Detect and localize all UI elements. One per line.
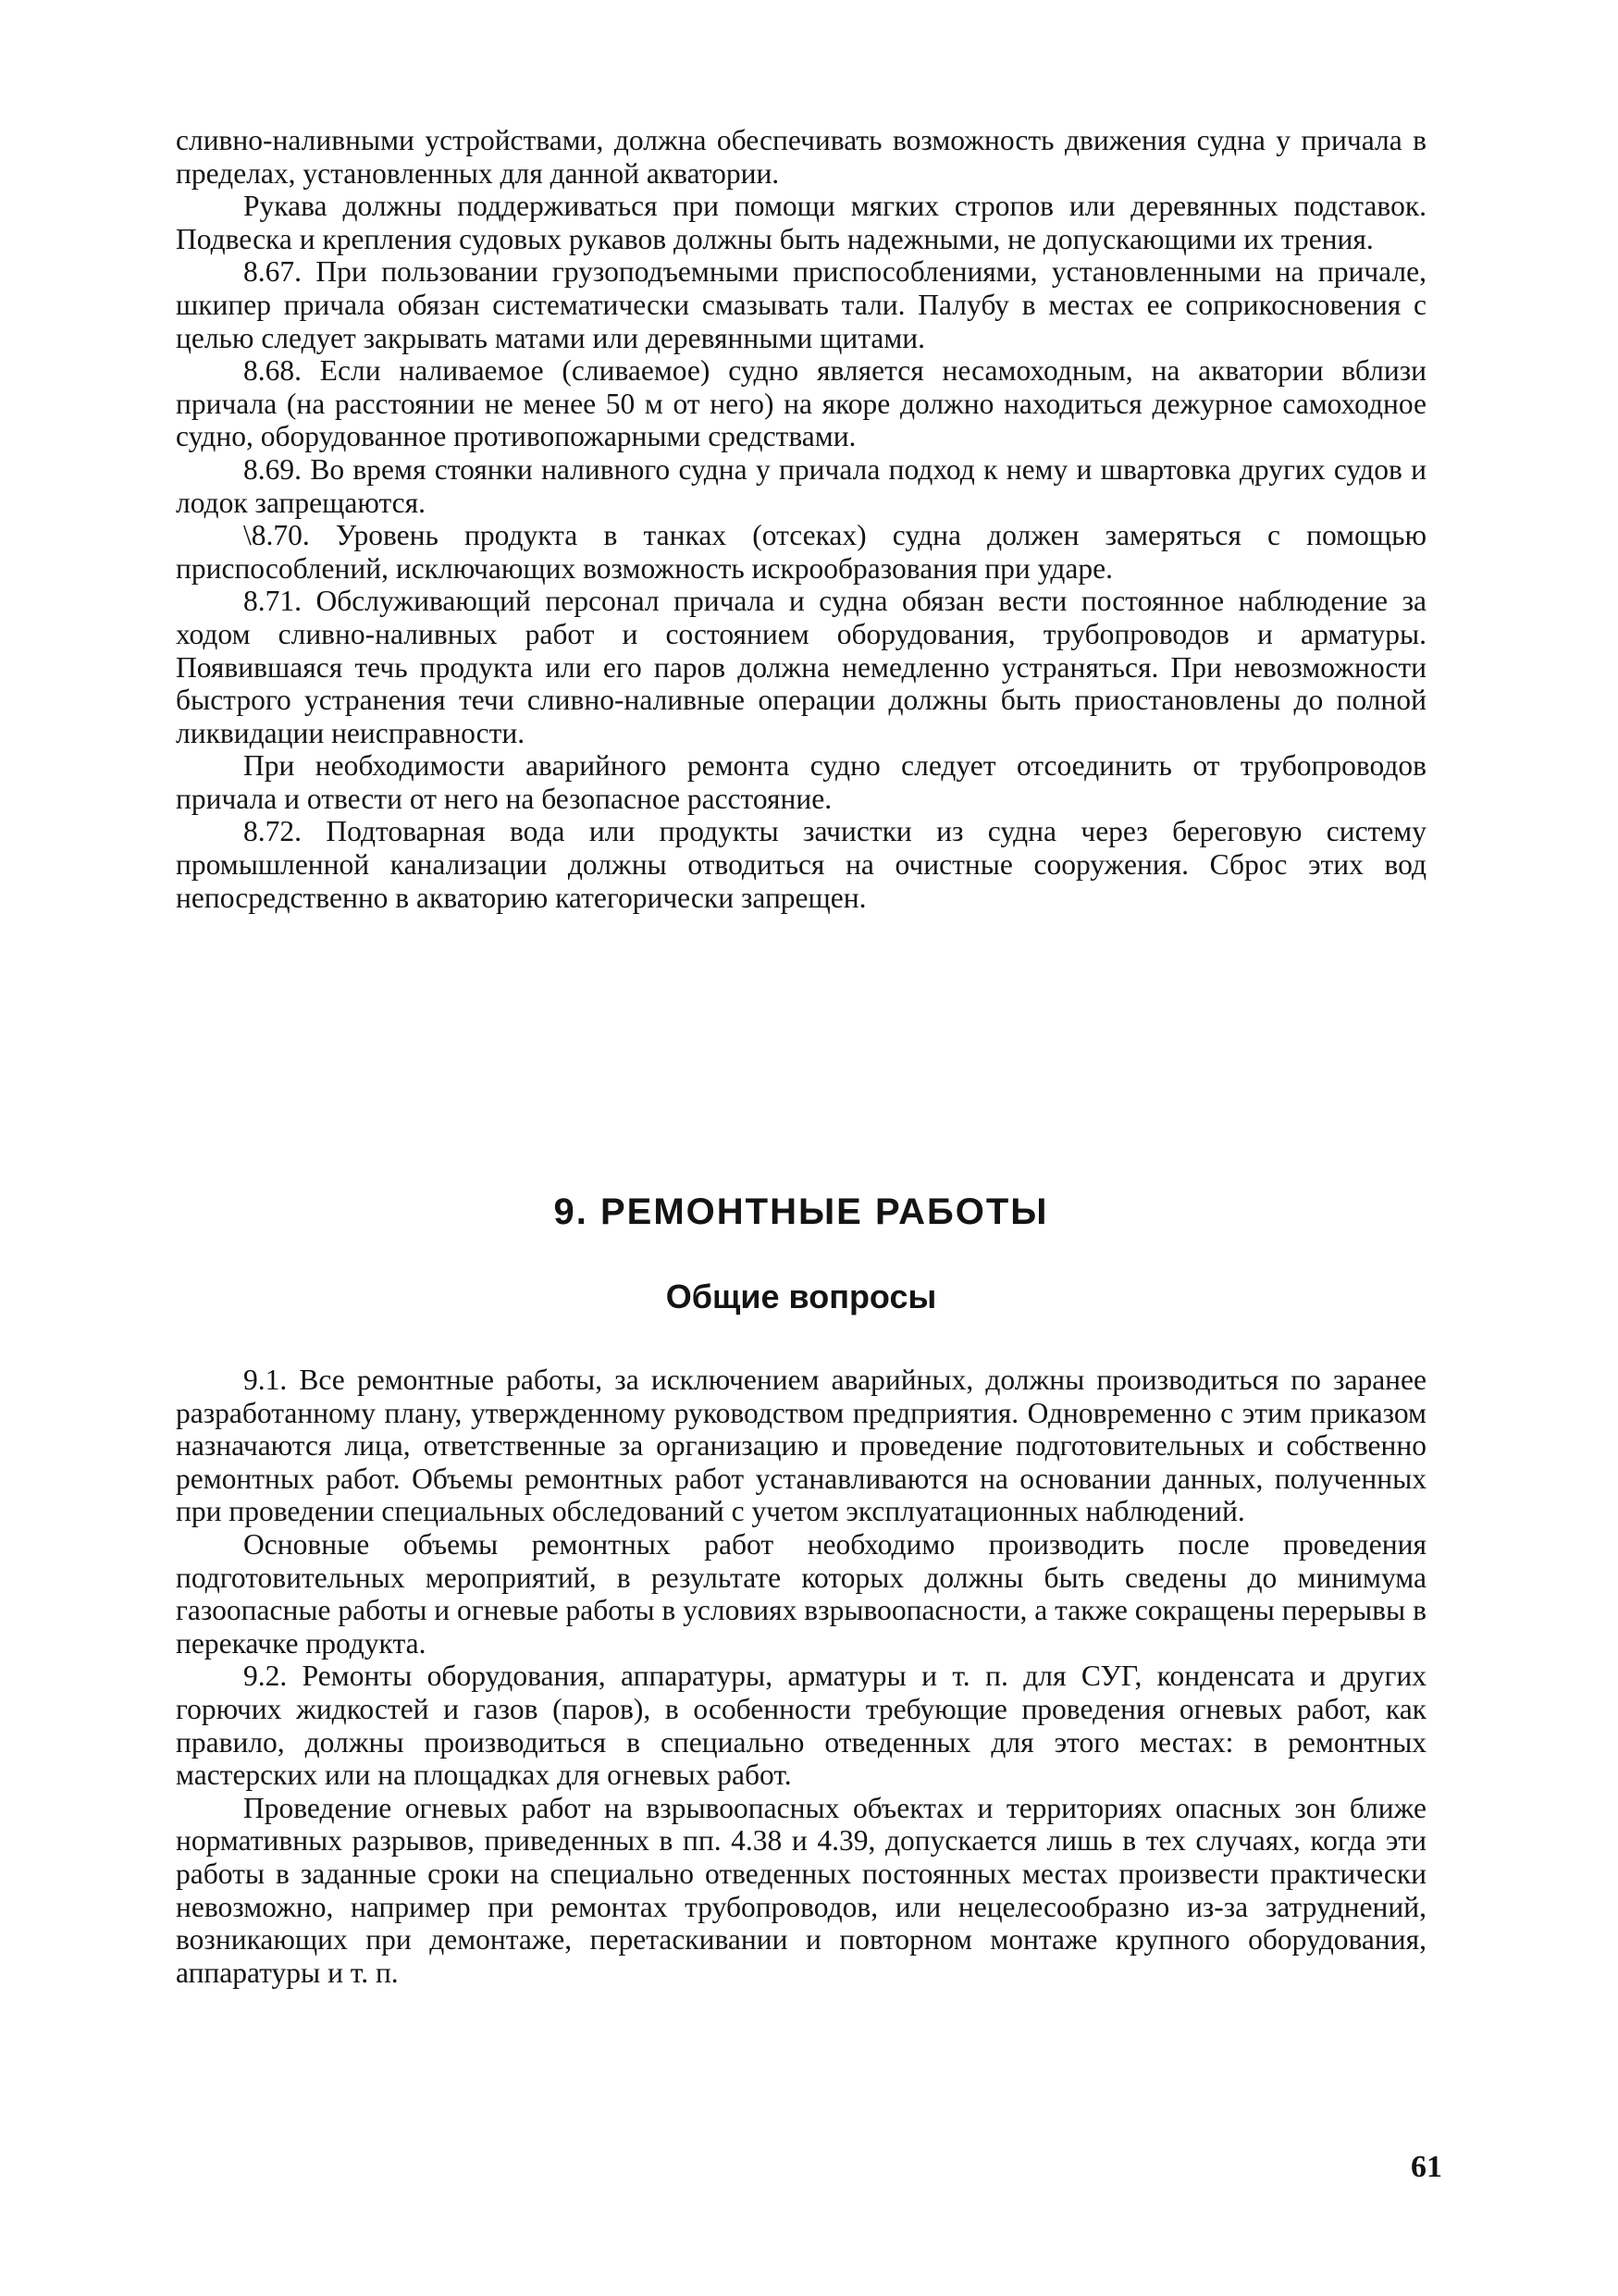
paragraph-8-72: 8.72. Подтоварная вода или продукты зачистки из судна через береговую систему промышленной канализации должны отводиться на очистные сооружения. Сброс этих вод непосредственно в акваторию категорически запрещен. xyxy=(176,815,1427,914)
page-number: 61 xyxy=(1411,2150,1442,2184)
paragraph: Проведение огневых работ на взрывоопасных объектах и территориях опасных зон ближе нормативных разрывов, приведенных в пп. 4.38 и 4.39, допускается лишь в тех случаях, когда эти работы в заданные сроки на специально отведенных постоянных местах произвести практически невозможно, например при ремонтах трубопроводов, или нецелесообразно из-за затруднений, возникающих при демонтаже, перетаскивании и повторном монтаже крупного оборудования, аппаратуры и т. п. xyxy=(176,1791,1427,1989)
paragraph-8-68: 8.68. Если наливаемое (сливаемое) судно является несамоходным, на акватории вблизи причала (на расстоянии не менее 50 м от него) на якоре должно находиться дежурное самоходное судно, оборудованное противопожарными средствами. xyxy=(176,354,1427,453)
paragraph-8-70: \8.70. Уровень продукта в танках (отсеках) судна должен замеряться с помощью приспособлений, исключающих возможность искрообразования при ударе. xyxy=(176,519,1427,585)
body-text-top xyxy=(176,124,1427,914)
paragraph-8-69: 8.69. Во время стоянки наливного судна у причала подход к нему и швартовка других судов и лодок запрещаются. xyxy=(176,452,1427,519)
paragraph-9-2: 9.2. Ремонты оборудования, аппаратуры, арматуры и т. п. для СУГ, конденсата и других горючих жидкостей и газов (паров), в особенности требующие проведения огневых работ, как правило, должны производиться в специально отведенных для этого местах: в ремонтных мастерских или на площадках для огневых работ. xyxy=(176,1660,1427,1792)
paragraph: Рукава должны поддерживаться при помощи мягких стропов или деревянных подставок. Подвеска и крепления судовых рукавов должны быть надежными, не допускающими их трения. xyxy=(176,190,1427,255)
body-text-bottom xyxy=(176,1364,1427,1989)
paragraph-9-1: 9.1. Все ремонтные работы, за исключением аварийных, должны производиться по заранее разработанному плану, утвержденному руководством предприятия. Одновременно с этим приказом назначаются лица, ответственные за организацию и проведение подготовительных и собственно ремонтных работ. Объемы ремонтных работ устанавливаются на основании данных, полученных при проведении специальных обследований с учетом эксплуатационных наблюдений. xyxy=(176,1364,1427,1528)
section-title: Общие вопросы xyxy=(665,1278,937,1315)
paragraph-8-71: 8.71. Обслуживающий персонал причала и судна обязан вести постоянное наблюдение за ходом сливно-наливных работ и состоянием оборудования, трубопроводов и арматуры. Появившаяся течь продукта или его паров должна немедленно устраняться. При невозможности быстрого устранения течи сливно-наливные операции должны быть приостановлены до полной ликвидации неисправности. xyxy=(176,585,1427,749)
paragraph-8-67: 8.67. При пользовании грузоподъемными приспособлениями, установленными на причале, шкипер причала обязан систематически смазывать тали. Палубу в местах ее соприкосновения с целью следует закрывать матами или деревянными щитами. xyxy=(176,255,1427,354)
paragraph: Основные объемы ремонтных работ необходимо производить после проведения подготовительных мероприятий, в результате которых должны быть сведены до минимума газоопасные работы и огневые работы в условиях взрывоопасности, а также сокращены перерывы в перекачке продукта. xyxy=(176,1527,1427,1660)
paragraph: сливно-наливными устройствами, должна обеспечивать возможность движения судна у причала в пределах, установленных для данной акватории. xyxy=(176,124,1427,190)
paragraph: При необходимости аварийного ремонта судно следует отсоединить от трубопроводов причала и отвести от него на безопасное расстояние. xyxy=(176,749,1427,815)
chapter-title: 9. РЕМОНТНЫЕ РАБОТЫ xyxy=(553,1191,1049,1232)
